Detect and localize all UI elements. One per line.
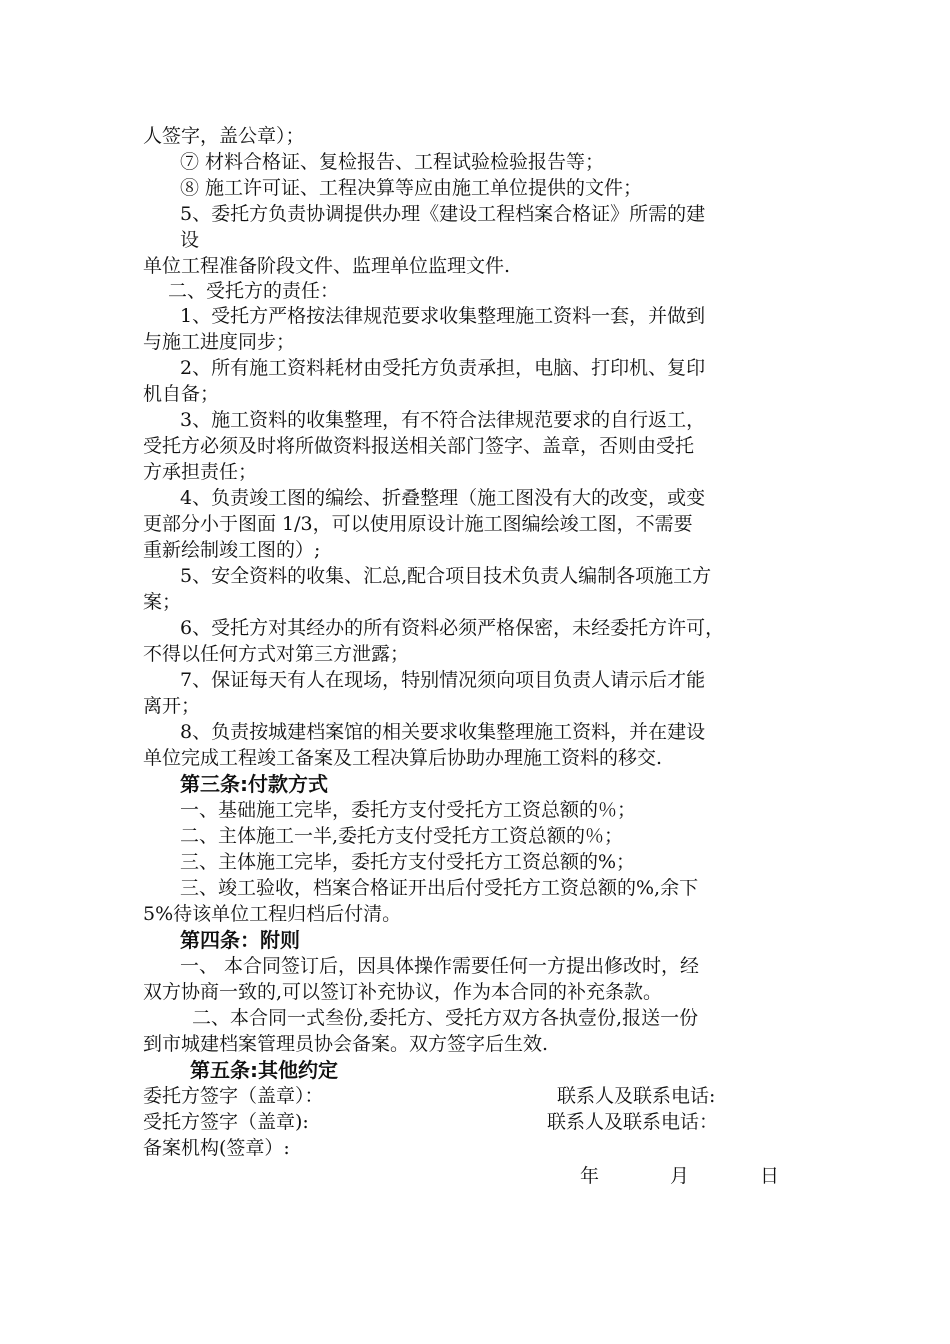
- text-line: 受托方必须及时将所做资料报送相关部门签字、盖章，否则由受托: [143, 435, 695, 457]
- text-line: 双方协商一致的,可以签订补充协议，作为本合同的补充条款。: [143, 981, 663, 1003]
- article-heading: 第三条:付款方式: [180, 772, 328, 796]
- text-line: 三、竣工验收，档案合格证开出后付受托方工资总额的%,余下: [180, 877, 699, 899]
- text-line: 5%待该单位工程归档后付清。: [143, 903, 402, 925]
- text-line: 3、施工资料的收集整理，有不符合法律规范要求的自行返工，: [180, 409, 706, 431]
- text-line: 二、本合同一式叁份,委托方、受托方双方各执壹份,报送一份: [192, 1007, 699, 1029]
- article-heading: 第四条：附则: [180, 928, 300, 952]
- text-line: ⑧ 施工许可证、工程决算等应由施工单位提供的文件；: [180, 177, 643, 199]
- date-day-label: 日: [760, 1165, 780, 1187]
- text-line: 4、负责竣工图的编绘、折叠整理（施工图没有大的改变，或变: [180, 487, 706, 509]
- text-line: 三、主体施工完毕，委托方支付受托方工资总额的%；: [180, 851, 636, 873]
- text-line: 机自备；: [143, 383, 220, 405]
- text-line: 方承担责任；: [143, 461, 258, 483]
- text-line: ⑦ 材料合格证、复检报告、工程试验检验报告等；: [180, 151, 605, 173]
- text-line: 到市城建档案管理员协会备案。双方签字后生效.: [143, 1033, 549, 1055]
- date-year-label: 年: [580, 1165, 600, 1187]
- text-line: 单位工程准备阶段文件、监理单位监理文件.: [143, 255, 511, 277]
- text-line: 案；: [143, 591, 182, 613]
- text-line: 更部分小于图面 1/3，可以使用原设计施工图编绘竣工图，不需要: [143, 513, 693, 535]
- text-line: 设: [180, 229, 200, 251]
- text-line: 离开；: [143, 695, 201, 717]
- signature-label-agent: 受托方签字（盖章):: [143, 1111, 309, 1133]
- text-line: 二、主体施工一半,委托方支付受托方工资总额的％；: [180, 825, 624, 847]
- text-line: 一、基础施工完毕，委托方支付受托方工资总额的％；: [180, 799, 637, 821]
- text-line: 2、所有施工资料耗材由受托方负责承担，电脑、打印机、复印: [180, 357, 706, 379]
- signature-label-registry: 备案机构(签章）:: [143, 1137, 290, 1159]
- text-line: 8、负责按城建档案馆的相关要求收集整理施工资料，并在建设: [180, 721, 706, 743]
- article-heading: 第五条:其他约定: [190, 1058, 338, 1082]
- signature-label-client: 委托方签字（盖章）：: [143, 1085, 324, 1107]
- text-line: 人签字，盖公章）；: [143, 125, 305, 147]
- section-heading: 二、受托方的责任：: [168, 280, 340, 302]
- text-line: 一、 本合同签订后，因具体操作需要任何一方提出修改时，经: [180, 955, 700, 977]
- text-line: 5、安全资料的收集、汇总,配合项目技术负责人编制各项施工方: [180, 565, 712, 587]
- text-line: 5、委托方负责协调提供办理《建设工程档案合格证》所需的建: [180, 203, 706, 225]
- text-line: 重新绘制竣工图的）;: [143, 539, 321, 561]
- text-line: 不得以任何方式对第三方泄露；: [143, 643, 410, 665]
- date-month-label: 月: [670, 1165, 690, 1187]
- contact-label-agent: 联系人及联系电话：: [547, 1111, 719, 1133]
- text-line: 1、受托方严格按法律规范要求收集整理施工资料一套，并做到: [180, 305, 706, 327]
- text-line: 6、受托方对其经办的所有资料必须严格保密，未经委托方许可，: [180, 617, 725, 639]
- text-line: 7、保证每天有人在现场，特别情况须向项目负责人请示后才能: [180, 669, 706, 691]
- text-line: 单位完成工程竣工备案及工程决算后协助办理施工资料的移交.: [143, 747, 663, 769]
- contact-label-client: 联系人及联系电话:: [557, 1085, 716, 1107]
- text-line: 与施工进度同步；: [143, 331, 296, 353]
